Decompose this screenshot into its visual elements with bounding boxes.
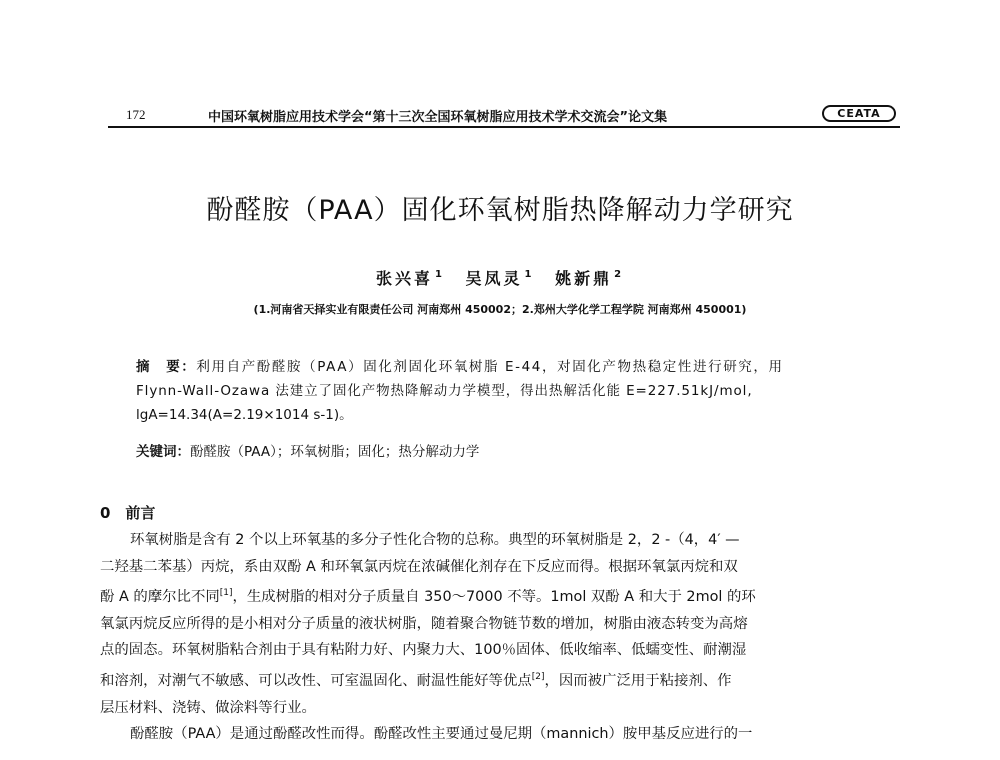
running-title: 中国环氧树脂应用技术学会“第十三次全国环氧树脂应用技术学术交流会”论文集 <box>208 110 668 125</box>
body-text-segment: 和溶剂，对潮气不敏感、可以改性、可室温固化、耐温性能好等优点 <box>100 672 532 689</box>
author-affiliation-mark: 1 <box>434 269 445 280</box>
abstract-line: Flynn-Wall-Ozawa 法建立了固化产物热降解动力学模型，得出热解活化能 E=227.51kJ/mol, <box>136 383 753 399</box>
running-header <box>108 104 900 128</box>
citation-ref[interactable]: [2] <box>531 671 545 682</box>
body-line <box>100 580 900 611</box>
author-name: 姚新鼎 <box>555 269 613 288</box>
body-text-segment: 酚 A 的摩尔比不同 <box>100 589 220 606</box>
affiliations: (1.河南省天择实业有限责任公司 河南郑州 450002；2.郑州大学化学工程学院 河南郑州 450001) <box>253 303 747 316</box>
page-number: 172 <box>126 107 146 122</box>
author-list <box>0 266 1000 289</box>
keywords-text: 酚醛胺（PAA）；环氧树脂；固化；热分解动力学 <box>190 444 480 460</box>
body-text-segment: ，生成树脂的相对分子质量自 350～7000 不等。1mol 双酚 A 和大于 2mol 的环 <box>232 589 756 606</box>
author <box>376 269 445 288</box>
body-line: 点的固态。环氧树脂粘合剂由于具有粘附力好、内聚力大、100％固体、低收缩率、低蠕变性、耐潮湿 <box>100 642 747 659</box>
section-heading: 0 前言 <box>100 504 156 522</box>
body-line: 二羟基二苯基）丙烷，系由双酚 A 和环氧氯丙烷在浓碱催化剂存在下反应而得。根据环氧氯丙烷和双 <box>100 558 738 575</box>
abstract-label: 摘 要： <box>136 359 197 375</box>
abstract-line: lgA=14.34(A=2.19×1014 s-1)。 <box>136 407 353 423</box>
abstract-text: 利用自产酚醛胺（PAA）固化剂固化环氧树脂 E-44，对固化产物热稳定性进行研究，用 <box>196 359 784 375</box>
body-line: 酚醛胺（PAA）是通过酚醛改性而得。酚醛改性主要通过曼尼期（mannich）胺甲基反应进行的一 <box>130 726 753 743</box>
body-text-segment: ，因而被广泛用于粘接剂、作 <box>544 672 732 689</box>
body-line <box>100 664 900 695</box>
ceata-logo: CEATA <box>822 105 896 122</box>
author-affiliation-mark: 2 <box>614 269 625 280</box>
body-line: 氧氯丙烷反应所得的是小相对分子质量的液状树脂，随着聚合物链节数的增加，树脂由液态转变为高熔 <box>100 615 748 632</box>
body-text <box>100 527 900 748</box>
keywords <box>136 440 876 460</box>
author <box>466 269 535 288</box>
paper-title: 酚醛胺（PAA）固化环氧树脂热降解动力学研究 <box>206 195 794 226</box>
author-affiliation-mark: 1 <box>524 269 535 280</box>
author-name: 张兴喜 <box>375 269 433 288</box>
keywords-label: 关键词： <box>136 444 190 460</box>
body-line: 环氧树脂是含有 2 个以上环氧基的多分子性化合物的总称。典型的环氧树脂是 2，2 -（4，4′ — <box>130 532 740 548</box>
citation-ref[interactable]: [1] <box>219 588 233 599</box>
author-name: 吴凤灵 <box>465 269 523 288</box>
abstract-line <box>136 355 876 379</box>
abstract <box>136 355 876 427</box>
author <box>555 269 624 288</box>
body-line: 层压材料、浇铸、做涂料等行业。 <box>100 699 316 716</box>
